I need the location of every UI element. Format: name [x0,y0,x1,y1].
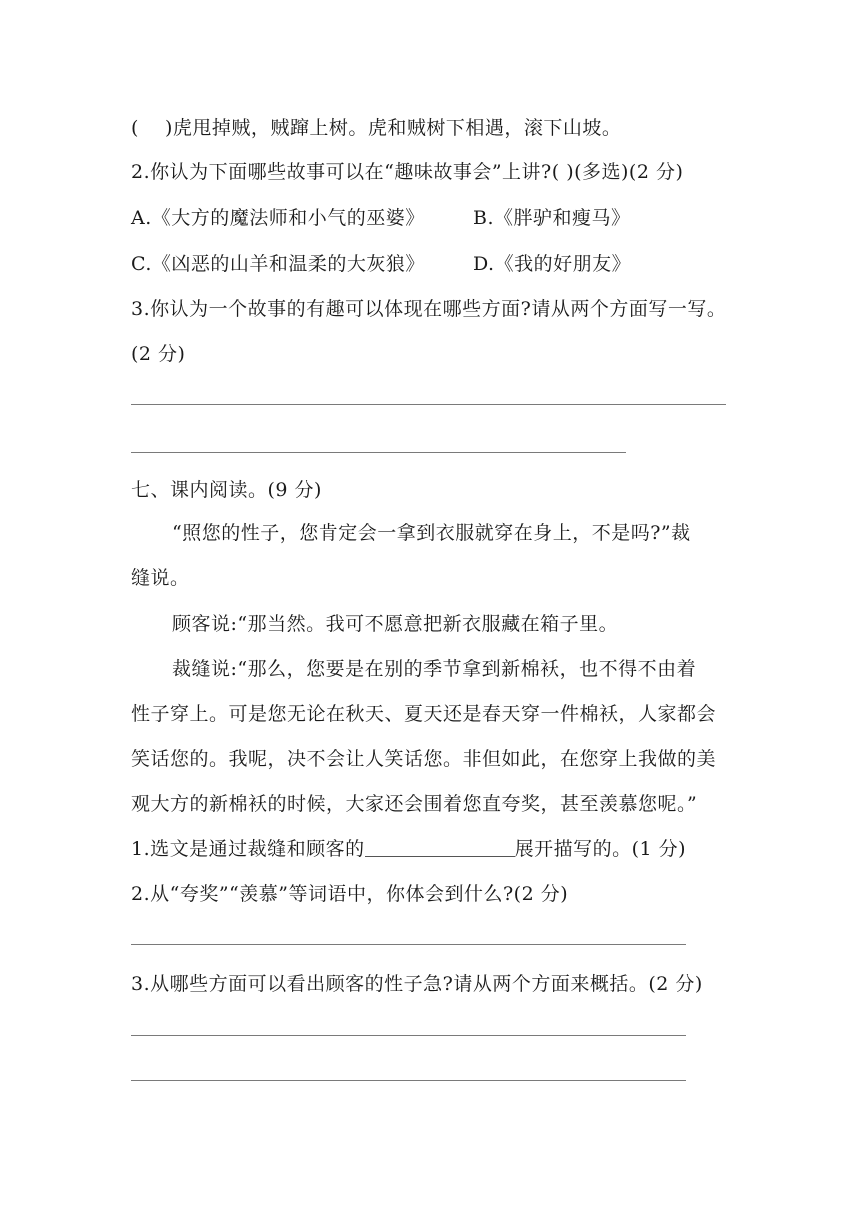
reading-question-2: 2.从“夸奖”“羡慕”等词语中，你体会到什么?(2 分) [131,883,569,905]
passage-line: 性子穿上。可是您无论在秋天、夏天还是春天穿一件棉袄，人家都会 [131,703,717,725]
passage-line: 笑话您的。我呢，决不会让人笑话您。非但如此，在您穿上我做的美 [131,748,717,770]
fill-in-blank[interactable] [365,838,515,857]
option-c: C.《凶恶的山羊和温柔的大灰狼》 [131,253,425,275]
passage-line: 观大方的新棉袄的时候，大家还会围着您直夸奖，甚至羡慕您呢。” [131,793,698,815]
question-2: 2.你认为下面哪些故事可以在“趣味故事会”上讲?( )(多选)(2 分) [131,161,684,183]
passage-line: “照您的性子，您肯定会一拿到衣服就穿在身上，不是吗?”裁 [172,522,691,544]
reading-question-3: 3.从哪些方面可以看出顾客的性子急?请从两个方面来概括。(2 分) [131,973,703,995]
answer-line[interactable] [131,1035,686,1036]
question-1-text-before: 1.选文是通过裁缝和顾客的 [131,838,365,860]
option-a: A.《大方的魔法师和小气的巫婆》 [131,207,425,229]
reading-question-1 [131,837,686,861]
question-3-line1: 3.你认为一个故事的有趣可以体现在哪些方面?请从两个方面写一写。 [131,298,727,320]
story-order-line: ( )虎甩掉贼，贼蹿上树。虎和贼树下相遇，滚下山坡。 [131,117,622,139]
option-b: B.《胖驴和瘦马》 [473,207,631,229]
question-1-text-after: 展开描写的。(1 分) [514,838,687,860]
answer-line[interactable] [131,1080,686,1081]
option-d: D.《我的好朋友》 [473,253,632,275]
answer-line[interactable] [131,404,726,405]
passage-line: 缝说。 [131,567,190,589]
question-3-line2: (2 分) [131,343,186,365]
answer-line[interactable] [131,452,626,453]
passage-line: 裁缝说:“那么，您要是在别的季节拿到新棉袄，也不得不由着 [172,658,697,680]
answer-line[interactable] [131,944,686,945]
section-7-heading: 七、课内阅读。(9 分) [131,479,322,501]
passage-line: 顾客说:“那当然。我可不愿意把新衣服藏在箱子里。 [172,613,619,635]
